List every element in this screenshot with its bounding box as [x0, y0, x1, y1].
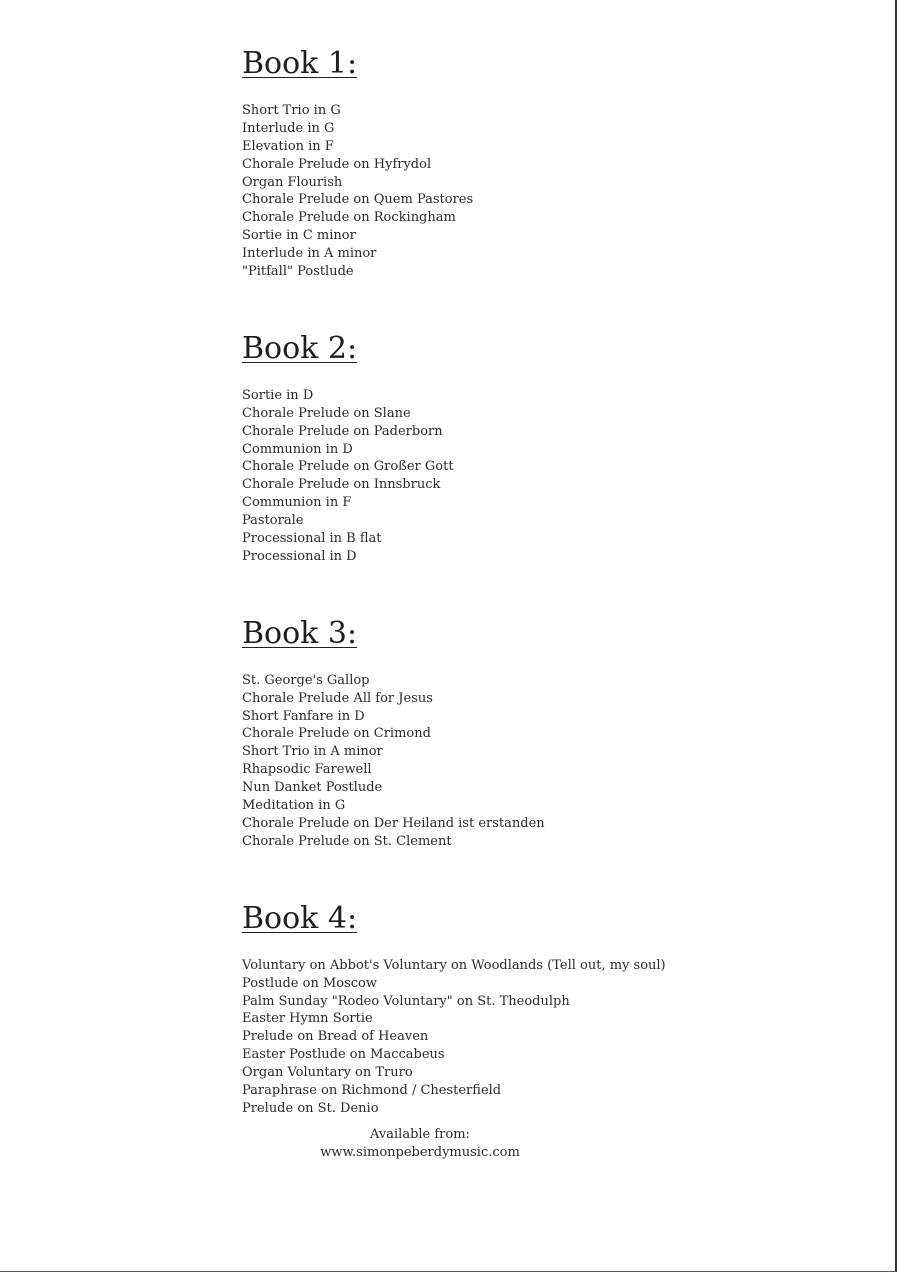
piece-title: Chorale Prelude on Innsbruck — [242, 477, 441, 493]
section-spacer — [242, 566, 802, 612]
piece-title: Interlude in G — [242, 120, 335, 136]
section-spacer — [242, 281, 802, 327]
piece-title: "Pitfall" Postlude — [242, 264, 354, 280]
piece-title: Chorale Prelude All for Jesus — [242, 690, 433, 706]
book-title: Book 3: — [242, 615, 358, 651]
availability-footer — [300, 1126, 540, 1162]
piece-title: Chorale Prelude on St. Clement — [242, 833, 452, 849]
piece-title: Chorale Prelude on Rockingham — [242, 210, 456, 226]
book-title: Book 4: — [242, 900, 358, 936]
book-title: Book 2: — [242, 330, 358, 366]
book-section-2 — [242, 327, 802, 566]
piece-title: Organ Voluntary on Truro — [242, 1065, 413, 1081]
piece-title: Processional in D — [242, 548, 357, 564]
piece-title: Nun Danket Postlude — [242, 780, 383, 796]
piece-title: Organ Flourish — [242, 174, 343, 190]
book-section-4 — [242, 897, 802, 1118]
piece-title: Chorale Prelude on Der Heiland ist erstanden — [242, 815, 545, 831]
piece-title: St. George's Gallop — [242, 672, 370, 688]
book-section-1 — [242, 42, 802, 281]
piece-title: Paraphrase on Richmond / Chesterfield — [242, 1082, 502, 1098]
piece-title: Processional in B flat — [242, 531, 382, 547]
piece-title: Chorale Prelude on Slane — [242, 405, 411, 421]
piece-list — [242, 387, 802, 566]
piece-title: Chorale Prelude on Crimond — [242, 726, 431, 742]
piece-title: Rhapsodic Farewell — [242, 762, 372, 778]
piece-list — [242, 102, 802, 281]
piece-list — [242, 672, 802, 851]
piece-title: Easter Hymn Sortie — [242, 1011, 373, 1027]
section-spacer — [242, 851, 802, 897]
book-title: Book 1: — [242, 46, 358, 81]
piece-title: Prelude on Bread of Heaven — [242, 1029, 429, 1045]
piece-title: Meditation in G — [242, 798, 346, 814]
piece-title: Chorale Prelude on Paderborn — [242, 423, 443, 439]
piece-title: Short Trio in A minor — [242, 744, 383, 760]
available-from-label: Available from: — [370, 1127, 470, 1142]
piece-title: Chorale Prelude on Großer Gott — [242, 459, 454, 475]
piece-title: Voluntary on Abbot's Voluntary on Woodlands (Tell out, my soul) — [242, 957, 666, 973]
book-listing — [242, 42, 802, 1118]
piece-title: Elevation in F — [242, 138, 334, 154]
piece-title: Postlude on Moscow — [242, 975, 377, 991]
piece-title: Chorale Prelude on Hyfrydol — [242, 156, 432, 172]
piece-title: Prelude on St. Denio — [242, 1100, 379, 1116]
website-link[interactable]: www.simonpeberdymusic.com — [320, 1145, 520, 1160]
piece-title: Interlude in A minor — [242, 246, 377, 262]
piece-title: Pastorale — [242, 513, 304, 529]
piece-title: Short Trio in G — [242, 103, 341, 118]
piece-title: Chorale Prelude on Quem Pastores — [242, 192, 474, 208]
piece-title: Sortie in C minor — [242, 228, 356, 244]
piece-title: Sortie in D — [242, 387, 314, 403]
piece-title: Short Fanfare in D — [242, 708, 365, 724]
piece-title: Easter Postlude on Maccabeus — [242, 1047, 445, 1063]
piece-list — [242, 957, 802, 1118]
piece-title: Palm Sunday "Rodeo Voluntary" on St. Theodulph — [242, 993, 570, 1009]
piece-title: Communion in D — [242, 441, 353, 457]
book-section-3 — [242, 612, 802, 851]
piece-title: Communion in F — [242, 495, 352, 511]
